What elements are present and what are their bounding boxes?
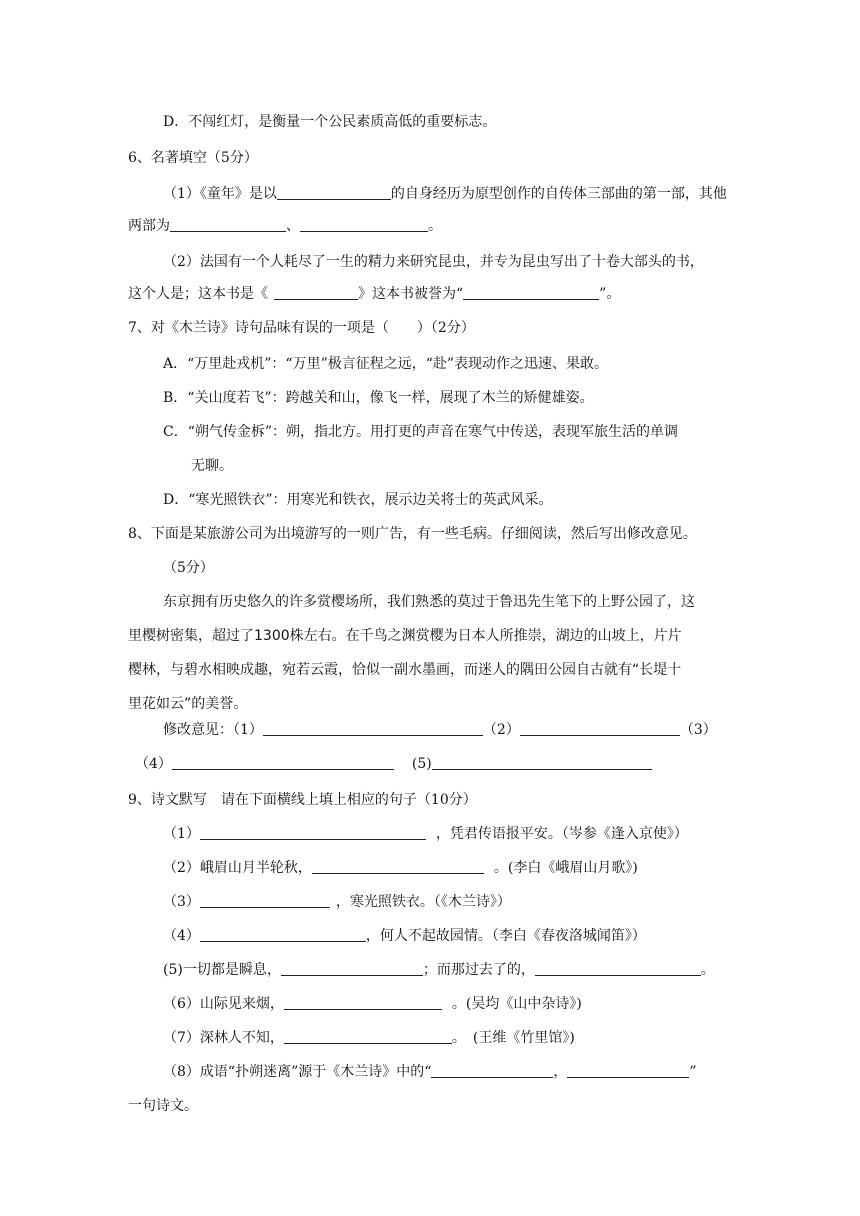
q9-item-1 [163, 824, 688, 844]
answer-blank[interactable] [300, 217, 428, 232]
q9-text: 。 (王维《竹里馆》) [451, 1030, 575, 1046]
q6-text: 的自身经历为原型创作的自传体三部曲的第一部，其他 [390, 186, 727, 202]
q9-text: ，凭君传语报平安。（岑参《逢入京使》） [435, 826, 688, 842]
answer-blank[interactable] [432, 755, 652, 770]
question-6-title: 6、名著填空（5分） [128, 150, 258, 166]
answer-blank[interactable] [277, 185, 391, 200]
revision-num: （2） [482, 722, 520, 738]
q6-text: 、 [286, 218, 300, 234]
q9-text: ， [553, 1064, 568, 1080]
q6-line-4 [128, 284, 620, 304]
q9-item-3 [163, 892, 511, 912]
q9-item-4 [163, 926, 646, 946]
question-9-title: 9、诗文默写 请在下面横线上填上相应的句子（10分） [128, 792, 477, 808]
q9-text: （2）峨眉山月半轮秋， [163, 860, 312, 876]
revision-label: 修改意见：（1） [163, 722, 263, 738]
q9-item-5 [163, 960, 715, 980]
q7-option-c-cont: 无聊。 [191, 458, 233, 474]
q9-text: （1） [163, 826, 200, 842]
q9-text: (5)一切都是瞬息， [163, 962, 281, 978]
q9-text: ，何人不起故园情。（李白《春夜洛城闻笛》） [365, 928, 646, 944]
answer-blank[interactable] [312, 859, 484, 874]
q9-text: ；而那过去了的， [422, 962, 535, 978]
q9-item-6 [163, 994, 582, 1014]
q8-ad-line-1: 东京拥有历史悠久的许多赏樱场所，我们熟悉的莫过于鲁迅先生笔下的上野公园了，这 [163, 594, 695, 610]
q6-line-3: （2）法国有一个人耗尽了一生的精力来研究昆虫，并专为昆虫写出了十卷大部头的书， [163, 254, 704, 270]
option-d-prev: D．不闯红灯，是衡量一个公民素质高低的重要标志。 [163, 114, 497, 130]
q9-text: 。 [700, 962, 715, 978]
answer-blank[interactable] [172, 755, 394, 770]
q6-text: 。 [428, 218, 442, 234]
q6-text: ”。 [599, 286, 621, 302]
q9-item-8-cont: 一句诗文。 [128, 1098, 198, 1114]
q9-text: ” [689, 1064, 697, 1080]
q6-text: 两部为 [128, 218, 170, 234]
answer-blank[interactable] [263, 721, 483, 736]
q9-text: （6）山际见来烟， [163, 996, 284, 1012]
q7-option-a: A．“万里赴戎机”：“万里”极言征程之远，“赴”表现动作之迅速、果敢。 [163, 356, 609, 372]
q6-line-2 [128, 216, 442, 236]
answer-blank[interactable] [170, 217, 286, 232]
q6-text: （1）《童年》是以 [163, 186, 277, 202]
q6-text: 这个人是；这本书是《 [128, 286, 268, 302]
q8-score: （5分） [163, 560, 214, 576]
q8-ad-line-2: 里樱树密集，超过了1300株左右。在千鸟之渊赏樱为日本人所推崇，湖边的山坡上，片片 [128, 628, 682, 644]
answer-blank[interactable] [281, 961, 423, 976]
q9-text: （7）深林人不知， [163, 1030, 284, 1046]
q8-ad-line-4: 里花如云”的美誉。 [128, 696, 248, 712]
q9-text: （3） [163, 894, 200, 910]
q9-text: （4） [163, 928, 200, 944]
answer-blank[interactable] [200, 927, 366, 942]
q8-revision-line-2 [135, 754, 652, 774]
q9-item-7 [163, 1028, 575, 1048]
q6-line-1 [163, 184, 727, 204]
answer-blank[interactable] [520, 721, 680, 736]
answer-blank[interactable] [284, 1029, 452, 1044]
q9-item-8 [163, 1062, 697, 1082]
answer-blank[interactable] [535, 961, 701, 976]
answer-blank[interactable] [284, 995, 442, 1010]
answer-blank[interactable] [200, 825, 426, 840]
answer-blank[interactable] [274, 285, 358, 300]
q9-item-2 [163, 858, 638, 878]
q7-option-b: B．“关山度若飞”：跨越关和山，像飞一样，展现了木兰的矫健雄姿。 [163, 390, 594, 406]
answer-blank[interactable] [567, 1063, 689, 1078]
q7-option-c: C．“朔气传金柝”：朔，指北方。用打更的声音在寒气中传送，表现军旅生活的单调 [163, 424, 679, 440]
question-8-title: 8、下面是某旅游公司为出境游写的一则广告，有一些毛病。仔细阅读，然后写出修改意见。 [128, 526, 697, 542]
question-7-title: 7、对《木兰诗》诗句品味有误的一项是（ ）（2分） [128, 320, 475, 336]
q9-text: 。(吴均《山中杂诗》) [451, 996, 582, 1012]
revision-num: （4） [135, 756, 172, 772]
q7-option-d: D．“寒光照铁衣”：用寒光和铁衣，展示边关将士的英武风采。 [163, 492, 553, 508]
revision-num: （3） [679, 722, 717, 738]
q8-revision-line-1 [163, 720, 717, 740]
q9-text: ，寒光照铁衣。（《木兰诗》） [335, 894, 511, 910]
answer-blank[interactable] [463, 285, 599, 300]
answer-blank[interactable] [200, 893, 330, 908]
q9-text: （8）成语“扑朔迷离”源于《木兰诗》中的“ [163, 1064, 432, 1080]
answer-blank[interactable] [431, 1063, 553, 1078]
q9-text: 。(李白《峨眉山月歌》) [493, 860, 638, 876]
q6-text: 》这本书被誉为“ [358, 286, 464, 302]
revision-num: (5) [411, 756, 432, 772]
q8-ad-line-3: 樱林，与碧水相映成趣，宛若云霞，恰似一副水墨画，而迷人的隅田公园自古就有“长堤十 [128, 662, 682, 678]
